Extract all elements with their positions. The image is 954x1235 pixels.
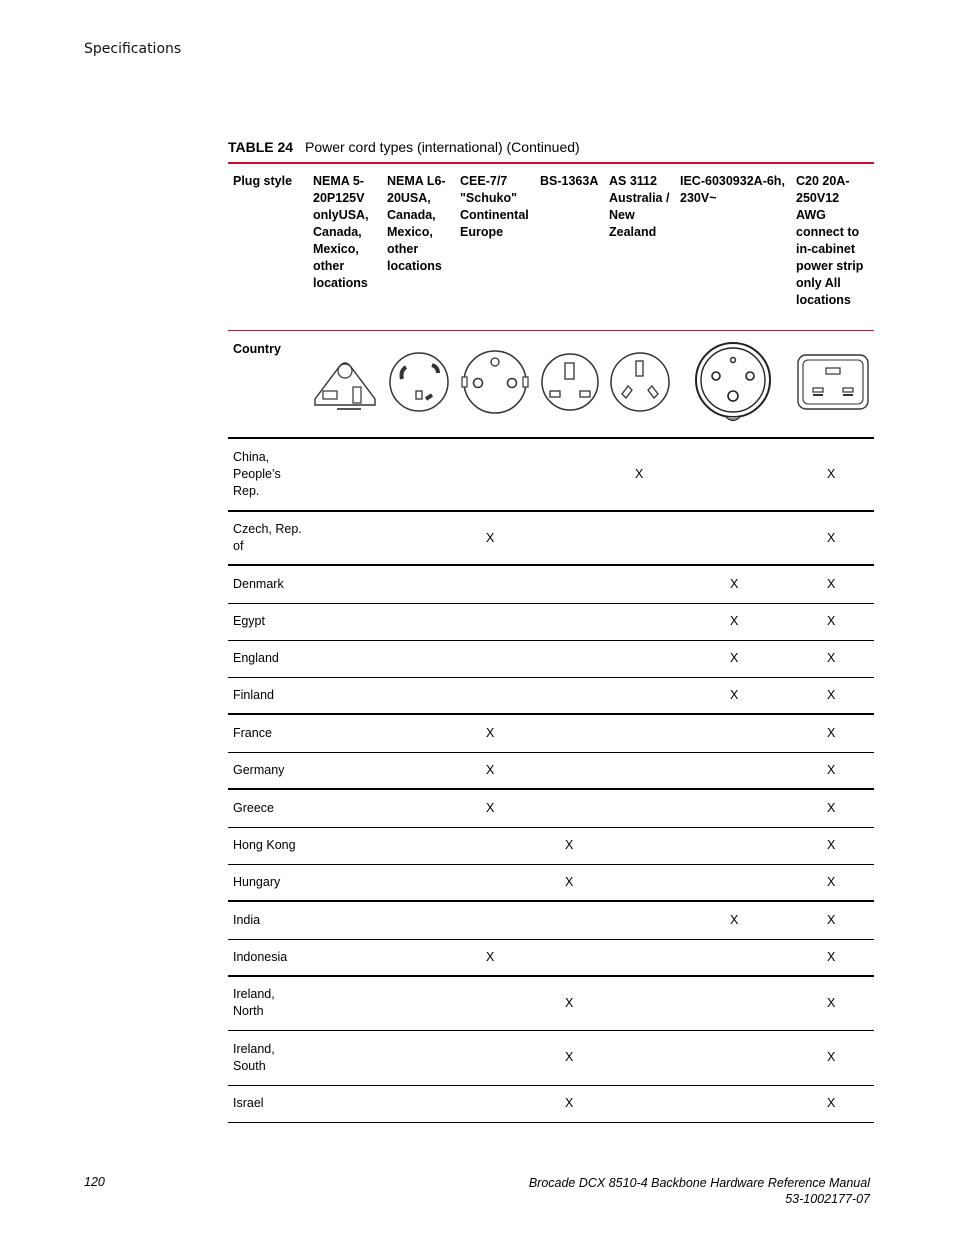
mark-cell bbox=[604, 1085, 675, 1122]
mark-cell bbox=[535, 1030, 604, 1085]
mark-cell bbox=[535, 864, 604, 901]
mark-cell bbox=[308, 864, 382, 901]
mark-cell bbox=[791, 565, 874, 603]
mark-cell bbox=[791, 1030, 874, 1085]
table-row bbox=[228, 789, 874, 827]
header-row bbox=[228, 163, 874, 331]
nema-l6-20-plug-icon bbox=[382, 331, 455, 439]
mark: X bbox=[730, 614, 739, 628]
mark: X bbox=[486, 725, 495, 740]
mark-cell bbox=[382, 1030, 455, 1085]
mark-cell bbox=[308, 603, 382, 640]
mark-cell bbox=[308, 511, 382, 565]
mark-cell bbox=[604, 901, 675, 939]
country-cell: Hong Kong bbox=[228, 827, 308, 864]
column-header: AS 3112 Australia / New Zealand bbox=[609, 174, 670, 239]
mark: X bbox=[827, 1050, 836, 1064]
country-cell: Egypt bbox=[228, 603, 308, 640]
mark-cell bbox=[675, 640, 791, 677]
mark: X bbox=[827, 1096, 836, 1110]
mark-cell bbox=[308, 939, 382, 976]
cee-7-7-schuko-plug-icon bbox=[455, 331, 535, 439]
mark: X bbox=[827, 467, 836, 481]
mark-cell bbox=[675, 789, 791, 827]
table-row bbox=[228, 603, 874, 640]
mark-cell bbox=[675, 603, 791, 640]
mark: X bbox=[565, 1096, 574, 1110]
mark-cell bbox=[535, 603, 604, 640]
mark: X bbox=[827, 949, 836, 964]
mark-cell bbox=[308, 827, 382, 864]
mark-cell bbox=[455, 640, 535, 677]
table-row bbox=[228, 565, 874, 603]
mark-cell bbox=[675, 565, 791, 603]
column-header: NEMA 5-20P125V onlyUSA, Canada, Mexico, other locations bbox=[313, 174, 369, 290]
mark: X bbox=[827, 725, 836, 740]
mark-cell bbox=[382, 603, 455, 640]
country-cell: Denmark bbox=[228, 565, 308, 603]
mark-cell bbox=[604, 939, 675, 976]
running-head: Specifications bbox=[84, 41, 182, 57]
mark-cell bbox=[308, 565, 382, 603]
power-cord-table bbox=[228, 162, 874, 1123]
table-title: Power cord types (international) (Continued) bbox=[304, 139, 580, 155]
mark-cell bbox=[791, 640, 874, 677]
country-cell: China, People’s Rep. bbox=[228, 438, 308, 511]
country-header: Country bbox=[228, 331, 308, 439]
mark-cell bbox=[675, 752, 791, 789]
c20-plug-icon bbox=[791, 331, 874, 439]
mark-cell bbox=[382, 511, 455, 565]
country-cell: Indonesia bbox=[228, 939, 308, 976]
country-cell: Ireland, South bbox=[228, 1030, 308, 1085]
mark-cell bbox=[382, 901, 455, 939]
mark: X bbox=[730, 912, 739, 927]
mark-cell bbox=[791, 939, 874, 976]
mark-cell bbox=[535, 511, 604, 565]
mark-cell bbox=[675, 939, 791, 976]
column-header: NEMA L6-20USA, Canada, Mexico, other locations bbox=[387, 174, 446, 273]
mark-cell bbox=[535, 438, 604, 511]
mark-cell bbox=[675, 714, 791, 752]
mark-cell bbox=[382, 864, 455, 901]
mark-cell bbox=[535, 939, 604, 976]
mark-cell bbox=[791, 827, 874, 864]
mark: X bbox=[565, 874, 574, 889]
mark-cell bbox=[791, 1085, 874, 1122]
table-row bbox=[228, 511, 874, 565]
iec-60309-plug-icon bbox=[675, 331, 791, 439]
mark-cell bbox=[308, 677, 382, 714]
mark-cell bbox=[675, 864, 791, 901]
column-header: BS-1363A bbox=[540, 174, 599, 188]
mark-cell bbox=[535, 901, 604, 939]
mark-cell bbox=[675, 677, 791, 714]
mark: X bbox=[827, 530, 836, 545]
page-number: 120 bbox=[84, 1175, 105, 1189]
mark: X bbox=[827, 651, 836, 665]
mark-cell bbox=[604, 976, 675, 1030]
mark: X bbox=[827, 995, 836, 1010]
mark-cell bbox=[308, 976, 382, 1030]
mark: X bbox=[827, 800, 836, 815]
mark-cell bbox=[535, 640, 604, 677]
table-row bbox=[228, 864, 874, 901]
mark: X bbox=[565, 838, 574, 852]
mark-cell bbox=[604, 677, 675, 714]
mark: X bbox=[486, 762, 495, 777]
mark-cell bbox=[308, 1085, 382, 1122]
table-row bbox=[228, 901, 874, 939]
mark-cell bbox=[791, 603, 874, 640]
mark-cell bbox=[791, 752, 874, 789]
mark-cell bbox=[791, 677, 874, 714]
footer-doc-info bbox=[529, 1175, 870, 1207]
mark-cell bbox=[791, 864, 874, 901]
mark-cell bbox=[791, 714, 874, 752]
mark-cell bbox=[455, 864, 535, 901]
mark-cell bbox=[308, 901, 382, 939]
mark-cell bbox=[791, 901, 874, 939]
mark-cell bbox=[455, 714, 535, 752]
mark: X bbox=[827, 687, 836, 702]
mark-cell bbox=[604, 438, 675, 511]
mark-cell bbox=[455, 603, 535, 640]
mark-cell bbox=[308, 1030, 382, 1085]
mark-cell bbox=[308, 789, 382, 827]
country-cell: Czech, Rep. of bbox=[228, 511, 308, 565]
mark: X bbox=[565, 995, 574, 1010]
mark: X bbox=[486, 800, 495, 815]
mark-cell bbox=[791, 438, 874, 511]
mark-cell bbox=[535, 714, 604, 752]
mark-cell bbox=[455, 939, 535, 976]
mark-cell bbox=[455, 565, 535, 603]
table-row bbox=[228, 1085, 874, 1122]
mark-cell bbox=[382, 1085, 455, 1122]
mark-cell bbox=[535, 1085, 604, 1122]
mark-cell bbox=[382, 565, 455, 603]
table-caption bbox=[228, 139, 580, 155]
mark-cell bbox=[604, 789, 675, 827]
mark-cell bbox=[308, 640, 382, 677]
mark-cell bbox=[535, 677, 604, 714]
country-cell: Germany bbox=[228, 752, 308, 789]
mark-cell bbox=[455, 511, 535, 565]
table-row bbox=[228, 438, 874, 511]
mark: X bbox=[827, 576, 836, 591]
mark-cell bbox=[455, 1085, 535, 1122]
table-row bbox=[228, 976, 874, 1030]
column-header: C20 20A-250V12 AWG connect to in-cabinet power strip only All locations bbox=[796, 174, 864, 307]
mark-cell bbox=[455, 901, 535, 939]
mark-cell bbox=[455, 438, 535, 511]
mark-cell bbox=[308, 438, 382, 511]
mark: X bbox=[730, 687, 739, 702]
mark-cell bbox=[535, 827, 604, 864]
mark-cell bbox=[791, 789, 874, 827]
mark-cell bbox=[382, 438, 455, 511]
mark-cell bbox=[382, 976, 455, 1030]
mark: X bbox=[730, 576, 739, 591]
mark-cell bbox=[604, 565, 675, 603]
mark: X bbox=[635, 467, 644, 481]
mark-cell bbox=[455, 677, 535, 714]
mark-cell bbox=[604, 640, 675, 677]
mark-cell bbox=[604, 1030, 675, 1085]
mark-cell bbox=[604, 603, 675, 640]
mark: X bbox=[827, 838, 836, 852]
mark-cell bbox=[382, 939, 455, 976]
doc-number: 53-1002177-07 bbox=[785, 1192, 870, 1206]
country-cell: India bbox=[228, 901, 308, 939]
column-header: IEC-6030932A-6h, 230V~ bbox=[680, 174, 785, 205]
mark-cell bbox=[455, 1030, 535, 1085]
mark-cell bbox=[382, 677, 455, 714]
country-cell: Greece bbox=[228, 789, 308, 827]
country-cell: Hungary bbox=[228, 864, 308, 901]
mark-cell bbox=[675, 976, 791, 1030]
table-label: TABLE 24 bbox=[228, 139, 294, 155]
bs-1363a-plug-icon bbox=[535, 331, 604, 439]
mark-cell bbox=[791, 511, 874, 565]
column-header: CEE-7/7 "Schuko" Continental Europe bbox=[460, 174, 529, 239]
table-row bbox=[228, 827, 874, 864]
mark-cell bbox=[604, 511, 675, 565]
mark-cell bbox=[455, 752, 535, 789]
mark-cell bbox=[535, 565, 604, 603]
country-cell: Israel bbox=[228, 1085, 308, 1122]
plug-style-header: Plug style bbox=[233, 174, 293, 188]
mark-cell bbox=[675, 511, 791, 565]
table-row bbox=[228, 939, 874, 976]
mark-cell bbox=[382, 789, 455, 827]
mark-cell bbox=[382, 752, 455, 789]
mark-cell bbox=[382, 827, 455, 864]
mark-cell bbox=[535, 976, 604, 1030]
mark-cell bbox=[382, 640, 455, 677]
as-3112-plug-icon bbox=[604, 331, 675, 439]
country-cell: Ireland, North bbox=[228, 976, 308, 1030]
mark-cell bbox=[535, 789, 604, 827]
mark: X bbox=[827, 912, 836, 927]
table-row bbox=[228, 640, 874, 677]
country-cell: France bbox=[228, 714, 308, 752]
mark-cell bbox=[604, 752, 675, 789]
mark: X bbox=[827, 614, 836, 628]
mark-cell bbox=[675, 901, 791, 939]
mark-cell bbox=[308, 752, 382, 789]
mark-cell bbox=[455, 976, 535, 1030]
mark-cell bbox=[791, 976, 874, 1030]
table-row bbox=[228, 752, 874, 789]
plug-icon-row bbox=[228, 331, 874, 439]
mark: X bbox=[486, 949, 495, 964]
mark-cell bbox=[675, 438, 791, 511]
table-row bbox=[228, 714, 874, 752]
country-cell: England bbox=[228, 640, 308, 677]
mark-cell bbox=[604, 864, 675, 901]
mark-cell bbox=[604, 827, 675, 864]
manual-title: Brocade DCX 8510-4 Backbone Hardware Reference Manual bbox=[528, 1176, 870, 1190]
mark: X bbox=[827, 762, 836, 777]
mark-cell bbox=[604, 714, 675, 752]
nema-5-20p-plug-icon bbox=[308, 331, 382, 439]
mark-cell bbox=[675, 827, 791, 864]
mark: X bbox=[486, 530, 495, 545]
mark: X bbox=[565, 1050, 574, 1064]
mark-cell bbox=[535, 752, 604, 789]
mark-cell bbox=[675, 1085, 791, 1122]
mark: X bbox=[827, 874, 836, 889]
country-cell: Finland bbox=[228, 677, 308, 714]
mark-cell bbox=[455, 827, 535, 864]
mark: X bbox=[730, 651, 739, 665]
table-row bbox=[228, 677, 874, 714]
mark-cell bbox=[308, 714, 382, 752]
mark-cell bbox=[675, 1030, 791, 1085]
mark-cell bbox=[382, 714, 455, 752]
mark-cell bbox=[455, 789, 535, 827]
table-row bbox=[228, 1030, 874, 1085]
